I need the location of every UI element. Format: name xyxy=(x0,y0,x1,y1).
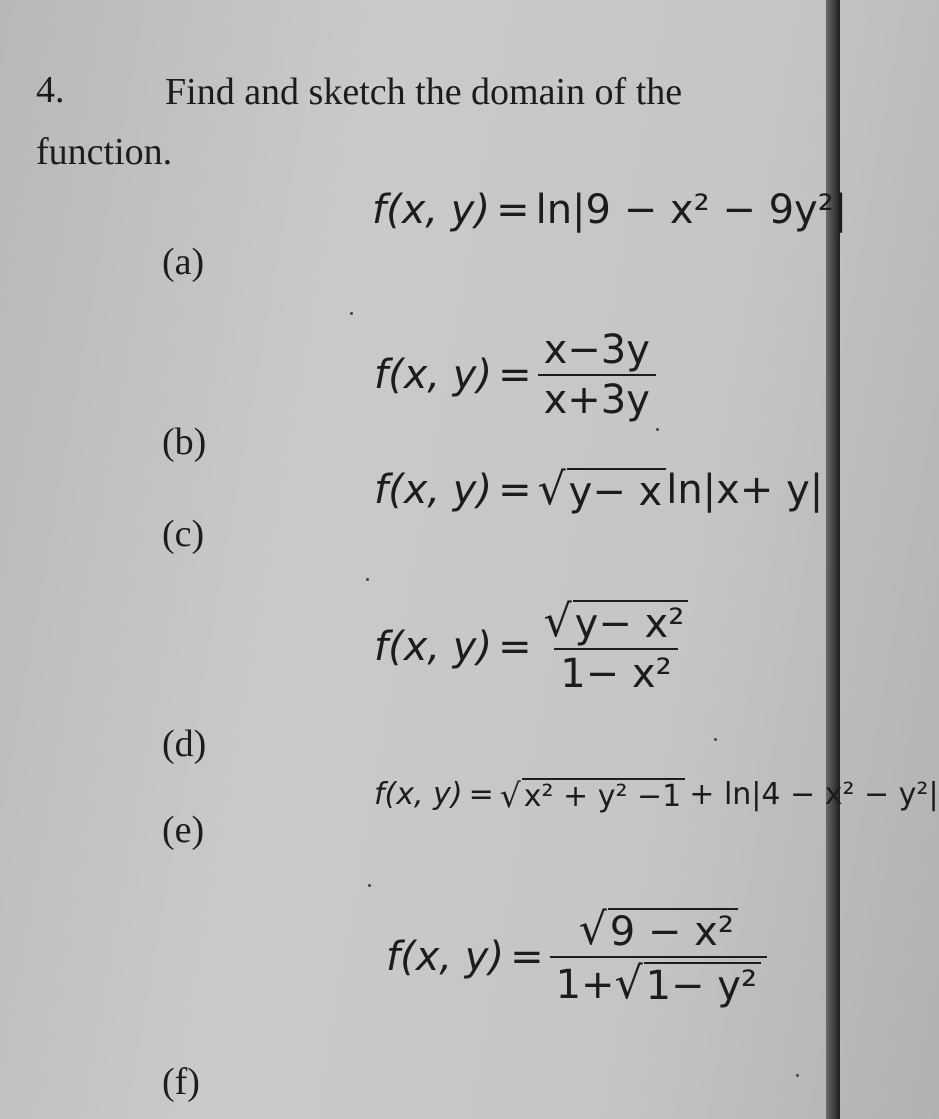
part-b-label: (b) xyxy=(162,421,207,463)
part-d-numerator-radicand: y− x² xyxy=(573,600,689,644)
paper-speck xyxy=(714,738,717,741)
radical-sign-icon: √ xyxy=(614,958,643,1009)
part-f-numerator-radicand: 9 − x² xyxy=(608,908,738,952)
part-f-equals: = xyxy=(510,934,544,980)
part-f-denominator-sqrt xyxy=(614,958,761,1009)
part-c-tail: ln|x+ y| xyxy=(666,467,824,513)
part-a-equals: = xyxy=(496,187,530,233)
part-b-denominator: x+3y xyxy=(538,374,656,420)
part-a-expression: ln|9 − x² − 9y²| xyxy=(535,187,848,233)
part-f-lhs: f(x, y) xyxy=(386,934,505,980)
part-f-formula xyxy=(386,904,767,1009)
page-edge-shadow xyxy=(826,0,840,1119)
part-b-lhs: f(x, y) xyxy=(374,352,493,398)
part-d-formula xyxy=(374,596,694,697)
part-a-formula xyxy=(372,187,848,233)
part-d-label: (d) xyxy=(162,723,207,765)
paper-speck xyxy=(350,312,353,315)
part-d-lhs: f(x, y) xyxy=(374,624,493,670)
part-f-numerator xyxy=(573,904,744,956)
radical-sign-icon: √ xyxy=(543,596,572,647)
instruction-line-1: Find and sketch the domain of the xyxy=(165,71,683,113)
part-d-denominator: 1− x² xyxy=(554,648,677,694)
part-a-label: (a) xyxy=(162,241,205,283)
part-c-equals: = xyxy=(498,467,532,513)
part-c-label: (c) xyxy=(162,513,205,555)
radical-sign-icon: √ xyxy=(578,904,607,955)
part-d-numerator xyxy=(538,596,695,648)
part-b-formula xyxy=(374,327,656,423)
part-c-lhs: f(x, y) xyxy=(374,467,493,513)
problem-number: 4. xyxy=(36,69,65,111)
part-e-formula xyxy=(374,776,939,815)
part-d-fraction xyxy=(538,596,695,697)
part-e-sqrt xyxy=(499,776,686,815)
part-b-numerator: x−3y xyxy=(543,327,650,373)
part-c-formula xyxy=(374,464,824,515)
part-f-fraction xyxy=(550,904,767,1009)
paper-speck xyxy=(796,1074,799,1077)
part-a-lhs: f(x, y) xyxy=(372,187,491,233)
part-f-denominator-prefix: 1+ xyxy=(555,962,615,1008)
part-d-equals: = xyxy=(498,624,532,670)
part-c-sqrt xyxy=(537,464,667,515)
paper-speck xyxy=(368,884,371,887)
part-e-lhs: f(x, y) xyxy=(374,777,463,812)
part-f-denominator xyxy=(550,956,767,1009)
paper-speck xyxy=(366,578,369,581)
part-f-denominator-radicand: 1− y² xyxy=(644,962,761,1006)
part-e-radicand: x² + y² −1 xyxy=(522,778,686,812)
part-c-radicand: y− x xyxy=(567,468,667,512)
part-b-fraction xyxy=(538,327,656,423)
part-e-equals: = xyxy=(468,777,494,812)
paper-speck xyxy=(656,428,659,431)
instruction-line-2: function. xyxy=(36,131,173,173)
radical-sign-icon: √ xyxy=(499,776,521,815)
part-b-equals: = xyxy=(498,352,532,398)
part-e-label: (e) xyxy=(162,809,205,851)
part-f-label: (f) xyxy=(162,1061,200,1103)
part-e-tail: + ln|4 − x² − y²| xyxy=(689,777,939,812)
radical-sign-icon: √ xyxy=(537,464,566,515)
